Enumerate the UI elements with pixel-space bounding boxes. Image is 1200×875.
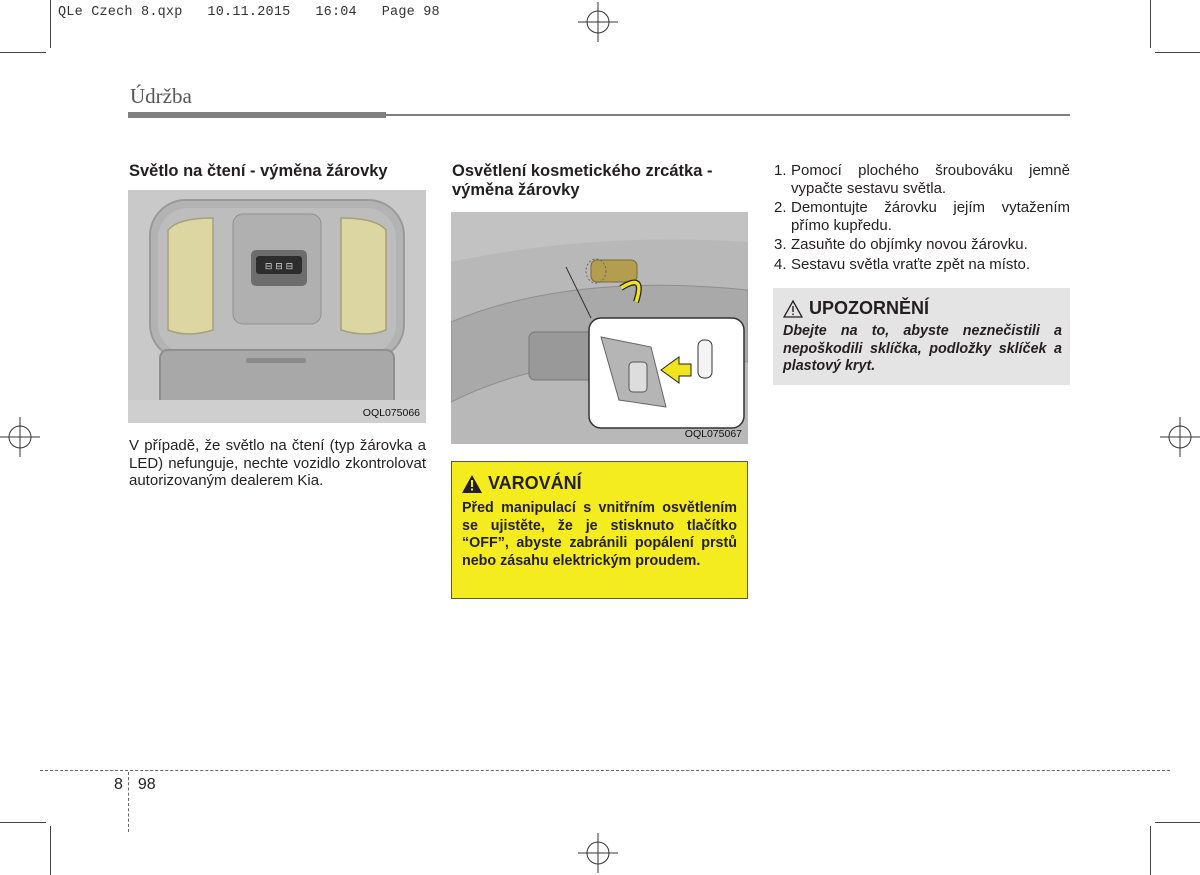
print-slug: QLe Czech 8.qxp 10.11.2015 16:04 Page 98 xyxy=(58,5,440,20)
step-text: Pomocí plochého šroubováku jemně vypačte sestavu světla. xyxy=(791,162,1070,197)
header-rule xyxy=(128,112,386,118)
caution-triangle-icon xyxy=(783,300,803,318)
registration-mark-icon xyxy=(578,833,618,873)
overhead-console-image xyxy=(128,190,426,423)
warning-title-text: VAROVÁNÍ xyxy=(488,473,582,493)
caution-box xyxy=(773,288,1070,385)
registration-mark-icon xyxy=(578,2,618,42)
page-number-value: 98 xyxy=(137,776,156,793)
reading-light-paragraph-wrap xyxy=(129,437,426,490)
caution-text: Dbejte na to, abyste neznečistili a nepoškodili sklíčka, podložky sklíček a plastový kryt. xyxy=(783,323,1062,374)
steps-list xyxy=(774,162,1070,273)
warning-text: Před manipulací s vnitřním osvětlením se ujistěte, že je stisknuto tlačítko “OFF”, abyste zabránili popálení prstů nebo zásahu elektrickým proudem. xyxy=(462,500,737,569)
registration-mark-icon xyxy=(0,417,40,457)
caution-title xyxy=(783,298,929,319)
crop-mark xyxy=(1155,822,1200,823)
step-number: 4. xyxy=(774,255,787,273)
reading-light-illustration xyxy=(128,190,426,423)
svg-text:⊟ ⊟ ⊟: ⊟ ⊟ ⊟ xyxy=(264,262,294,272)
image-code: OQL075067 xyxy=(684,428,742,440)
step-text: Zasuňte do objímky novou žárovku. xyxy=(791,236,1028,253)
list-item xyxy=(774,256,1070,274)
step-text: Demontujte žárovku jejím vytažením přímo kupředu. xyxy=(791,199,1070,234)
crop-mark xyxy=(0,52,46,53)
crop-mark xyxy=(1150,0,1151,48)
left-column xyxy=(129,162,427,181)
heading-vanity-light: Osvětlení kosmetického zrcátka - výměna žárovky xyxy=(452,162,713,199)
list-item xyxy=(774,162,1070,197)
chapter-number: 8 xyxy=(114,776,123,793)
crop-mark xyxy=(1155,52,1200,53)
right-column xyxy=(774,162,1070,275)
crop-mark xyxy=(50,826,51,875)
step-number: 3. xyxy=(774,236,787,253)
warning-triangle-icon xyxy=(462,475,482,493)
footer-rule xyxy=(40,770,1170,771)
list-item xyxy=(774,199,1070,234)
vanity-mirror-image xyxy=(451,212,748,444)
crop-mark xyxy=(0,822,46,823)
warning-title xyxy=(462,473,582,494)
page-number xyxy=(114,776,156,794)
warning-box xyxy=(451,461,748,599)
step-number: 2. xyxy=(774,199,787,216)
image-code: OQL075066 xyxy=(362,407,420,419)
step-text: Sestavu světla vraťte zpět na místo. xyxy=(791,255,1031,273)
step-number: 1. xyxy=(774,162,787,179)
list-item xyxy=(774,236,1070,254)
caution-title-text: UPOZORNĚNÍ xyxy=(809,298,930,318)
middle-column xyxy=(452,162,748,200)
vanity-light-illustration xyxy=(451,212,748,444)
heading-reading-light: Světlo na čtení - výměna žárovky xyxy=(129,162,388,180)
registration-mark-icon xyxy=(1160,417,1200,457)
crop-mark xyxy=(50,0,51,48)
header-rule xyxy=(386,114,1070,116)
section-title: Údržba xyxy=(130,84,192,108)
reading-light-paragraph: V případě, že světlo na čtení (typ žárovka a LED) nefunguje, nechte vozidlo zkontrolovat autorizovaným dealerem Kia. xyxy=(129,437,426,489)
crop-mark xyxy=(1150,826,1151,875)
